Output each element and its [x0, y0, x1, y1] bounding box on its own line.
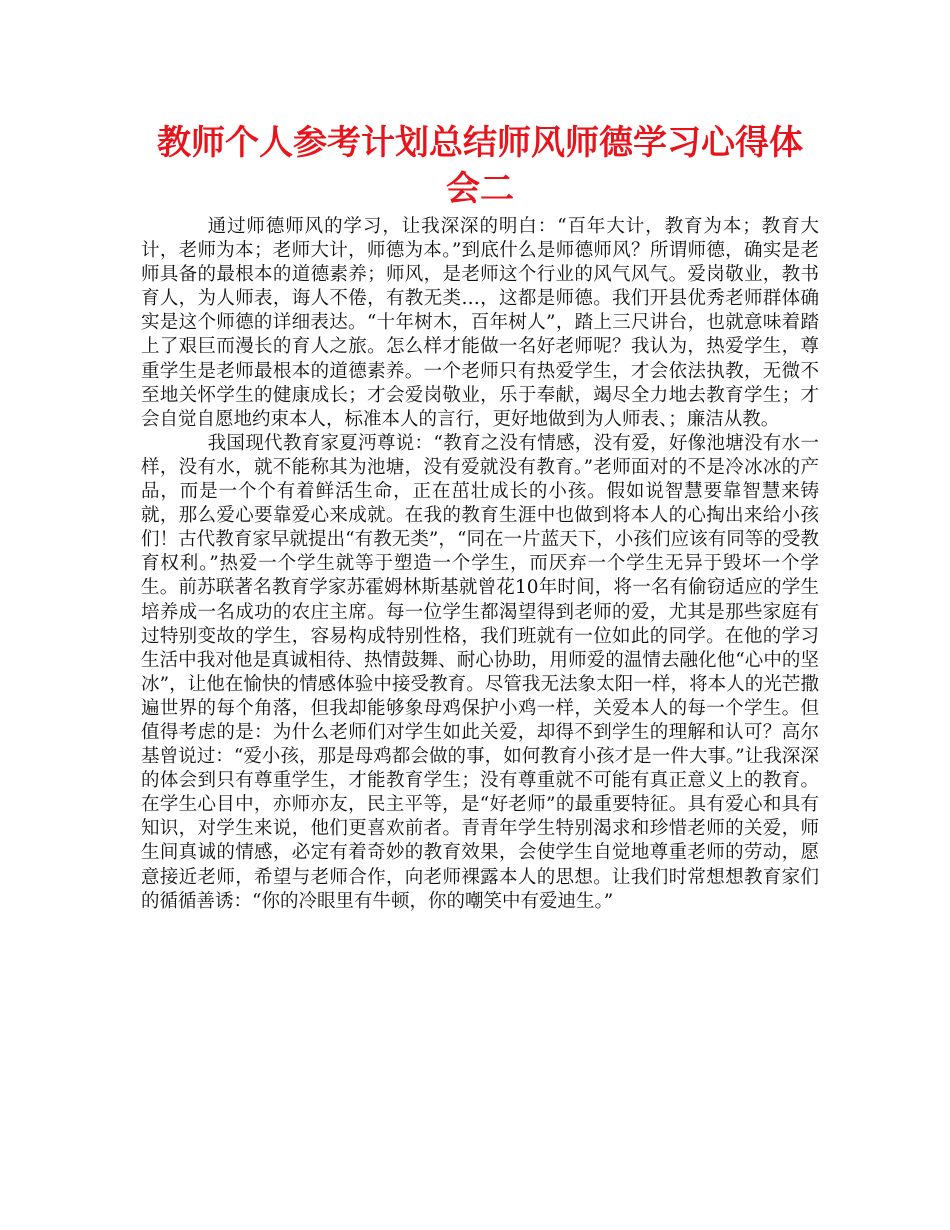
document-body	[141, 215, 819, 914]
body-paragraph-2: 我国现代教育家夏沔尊说：“教育之没有情感，没有爱，好像池塘没有水一样，没有水，就不能称其为池塘，没有爱就没有教育。”老师面对的不是冷冰冰的产品，而是一个个有着鲜活生命，正在茁壮成长的小孩。假如说智慧要靠智慧来铸就，那么爱心要靠爱心来成就。在我的教育生涯中也做到将本人的心掏出来给小孩们！古代教育家早就提出“有教无类”，“同在一片蓝天下，小孩们应该有同等的受教育权利。”热爱一个学生就等于塑造一个学生，而厌弃一个学生无异于毁坏一个学生。前苏联著名教育学家苏霍姆林斯基就曾花10年时间，将一名有偷窃适应的学生培养成一名成功的农庄主席。每一位学生都渴望得到老师的爱，尤其是那些家庭有过特别变故的学生，容易构成特别性格，我们班就有一位如此的同学。在他的学习生活中我对他是真诚相待、热情鼓舞、耐心协助，用师爱的温情去融化他“心中的坚冰”，让他在愉快的情感体验中接受教育。尽管我无法象太阳一样，将本人的光芒撒遍世界的每个角落，但我却能够象母鸡保护小鸡一样，关爱本人的每一个学生。但值得考虑的是：为什么老师们对学生如此关爱，却得不到学生的理解和认可？高尔基曾说过：“爱小孩，那是母鸡都会做的事，如何教育小孩才是一件大事。”让我深深的体会到只有尊重学生，才能教育学生；没有尊重就不可能有真正意义上的教育。在学生心目中，亦师亦友，民主平等，是“好老师”的最重要特征。具有爱心和具有知识，对学生来说，他们更喜欢前者。青青年学生特别渴求和珍惜老师的关爱，师生间真诚的情感，必定有着奇妙的教育效果，会使学生自觉地尊重老师的劳动，愿意接近老师，希望与老师合作，向老师裸露本人的思想。让我们时常想想教育家们的循循善诱：“你的冷眼里有牛顿，你的嘲笑中有爱迪生。”	[141, 432, 819, 912]
body-paragraph-1: 通过师德师风的学习，让我深深的明白：“百年大计，教育为本；教育大计，老师为本；老师大计，师德为本。”到底什么是师德师风？所谓师德，确实是老师具备的最根本的道德素养；师风，是老师这个行业的风气风气。爱岗敬业，教书育人，为人师表，诲人不倦，有教无类…，这都是师德。我们开县优秀老师群体确实是这个师德的详细表达。“十年树木，百年树人”，踏上三尺讲台，也就意味着踏上了艰巨而漫长的育人之旅。怎么样才能做一名好老师呢？我认为，热爱学生，尊重学生是老师最根本的道德素养。一个老师只有热爱学生，才会依法执教，无微不至地关怀学生的健康成长；才会爱岗敬业，乐于奉献，竭尽全力地去教育学生；才会自觉自愿地约束本人，标准本人的言行，更好地做到为人师表、；廉洁从教。	[141, 216, 819, 430]
document-title: 教师个人参考计划总结师风师德学习心得体会二	[157, 123, 803, 209]
document-page	[141, 120, 819, 914]
